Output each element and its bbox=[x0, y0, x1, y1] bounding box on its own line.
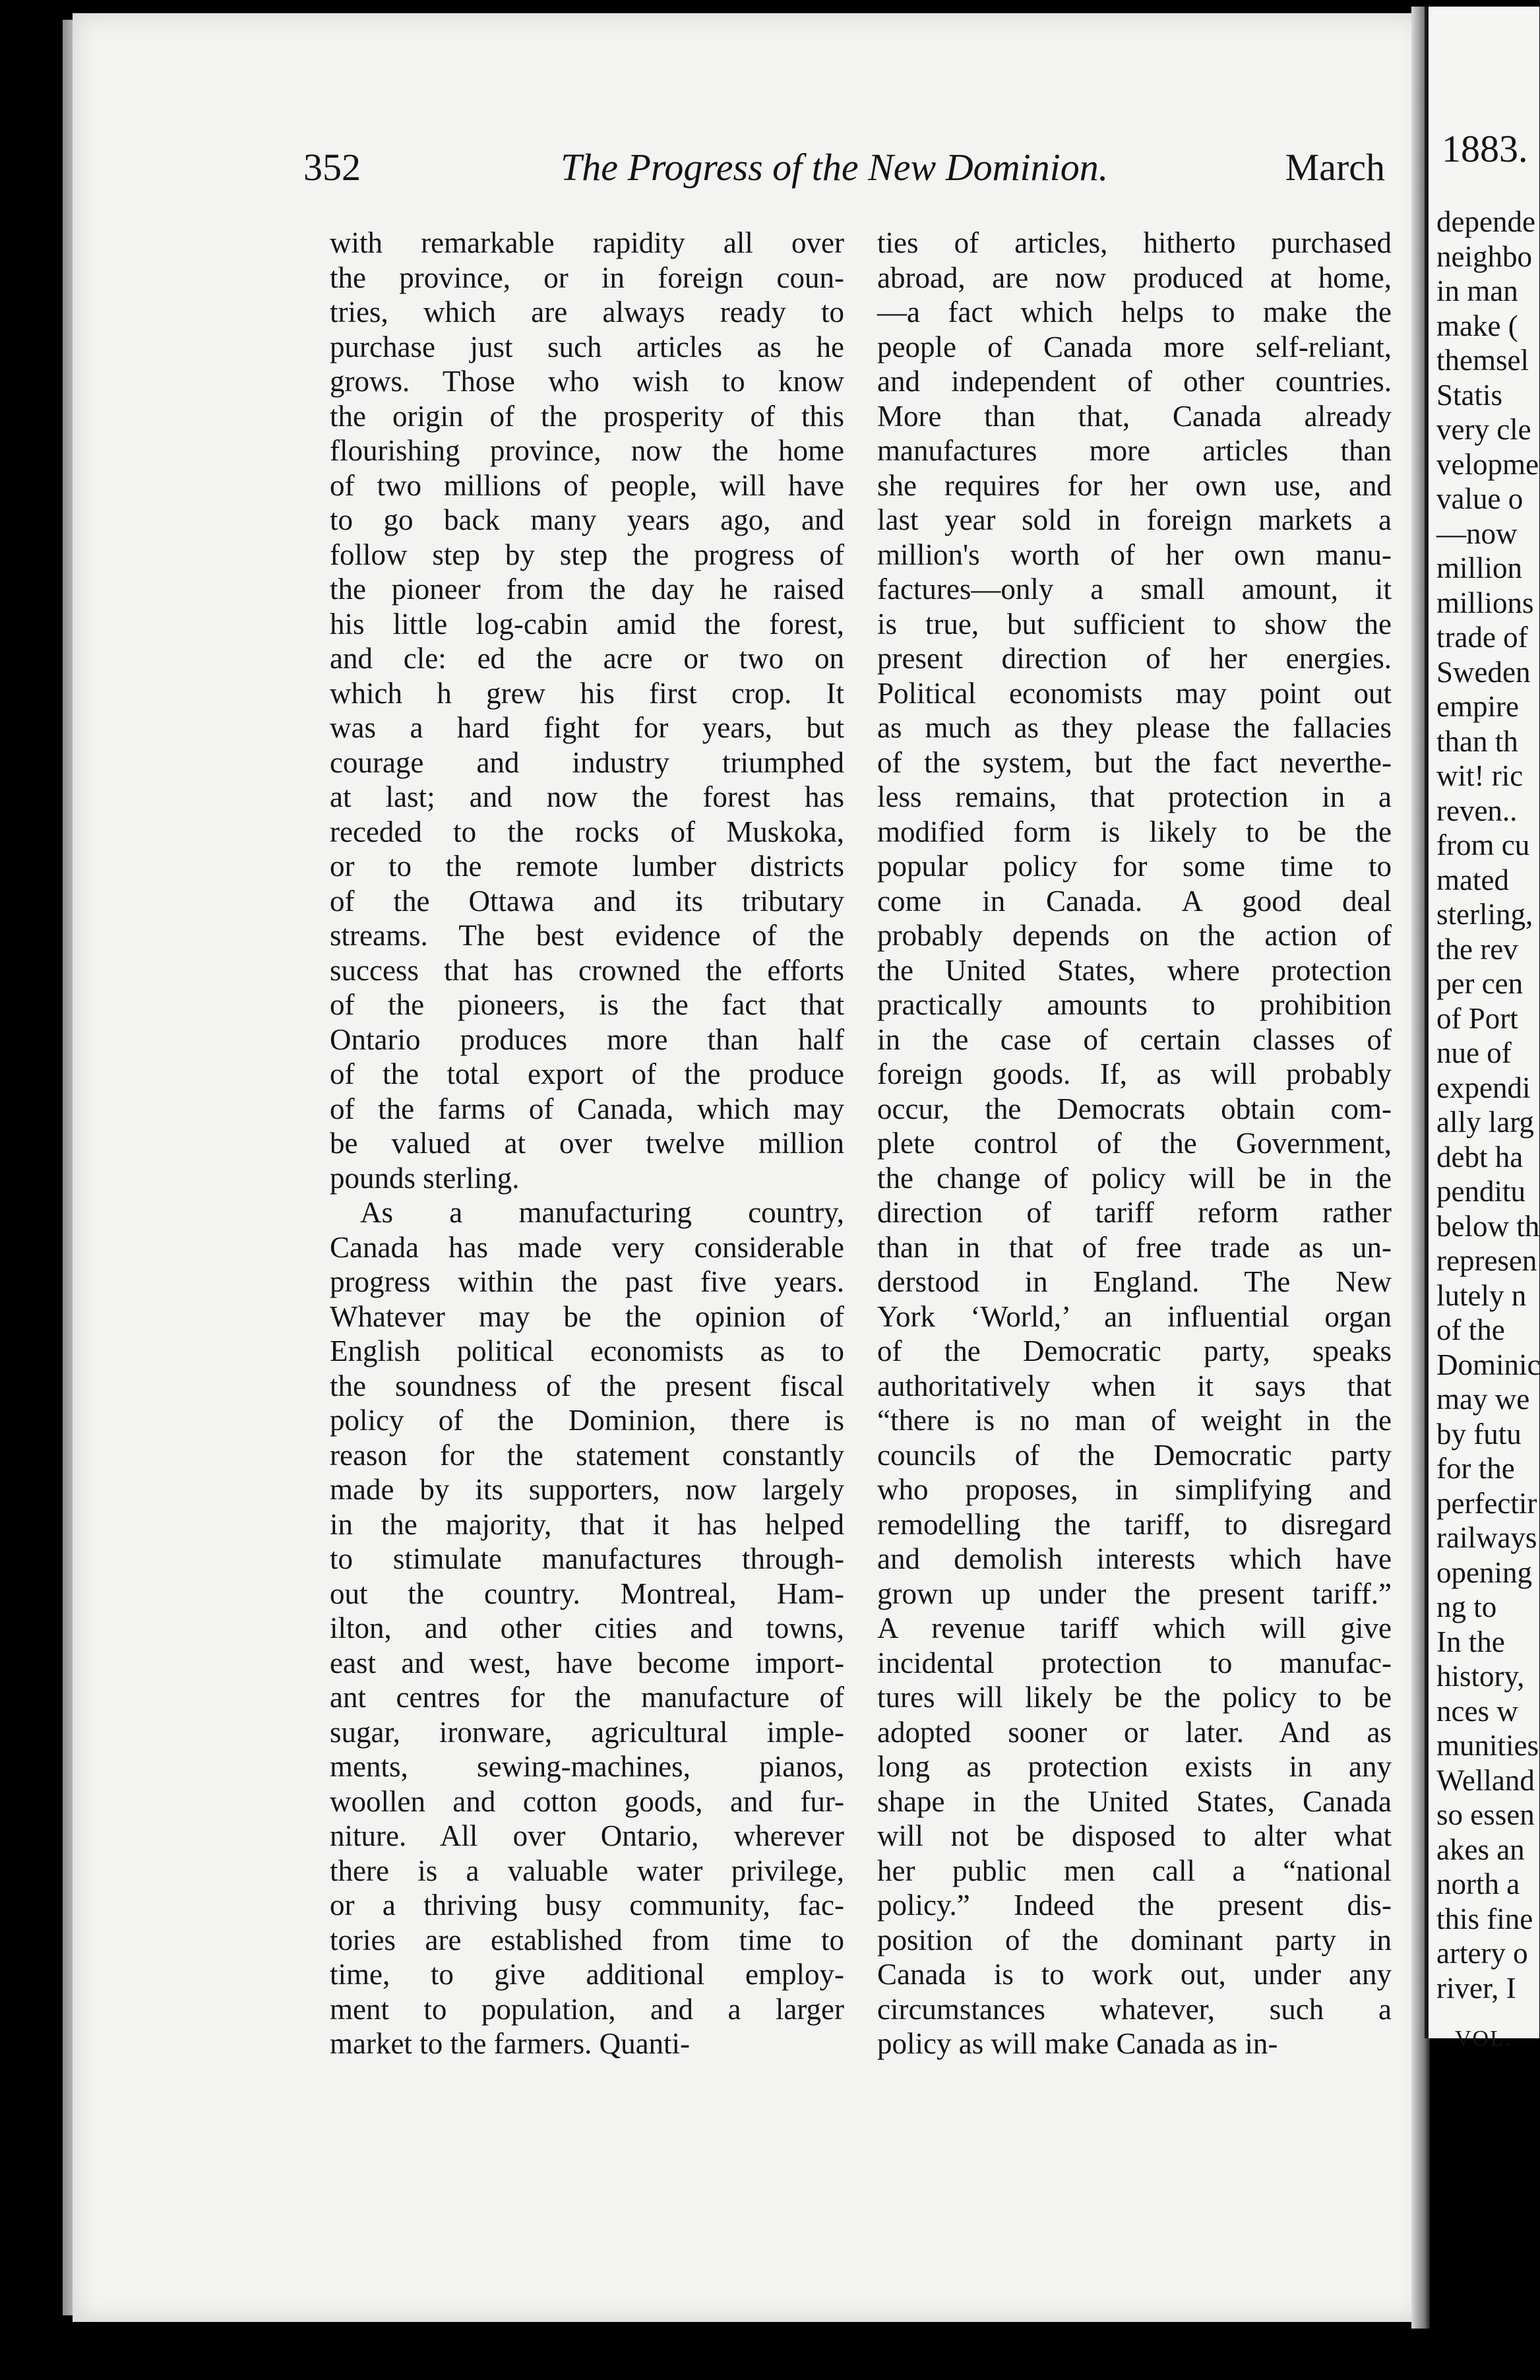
text-line: “there is no man of weight in the bbox=[877, 1404, 1392, 1437]
text-line: ant centres for the manufacture of bbox=[330, 1681, 844, 1714]
text-line: councils of the Democratic party bbox=[877, 1438, 1392, 1472]
facing-page-line: river, I bbox=[1436, 1971, 1516, 2005]
text-line: Political economists may point out bbox=[877, 676, 1392, 710]
text-line: woollen and cotton goods, and fur- bbox=[330, 1784, 844, 1818]
facing-page-line: this fine bbox=[1436, 1902, 1533, 1935]
text-line: policy as will make Canada as in- bbox=[877, 2027, 1278, 2060]
facing-page-line: themsel bbox=[1436, 344, 1529, 377]
facing-page-line: reven.. bbox=[1436, 794, 1518, 827]
text-line: More than that, Canada already bbox=[877, 399, 1392, 433]
facing-page-line: Welland bbox=[1436, 1763, 1535, 1797]
facing-page-line: In the bbox=[1436, 1625, 1505, 1658]
text-line: tures will likely be the policy to be bbox=[877, 1681, 1392, 1714]
facing-page-line: penditu bbox=[1436, 1175, 1525, 1208]
facing-page-line: expendi bbox=[1436, 1071, 1531, 1104]
text-line: receded to the rocks of Muskoka, bbox=[330, 815, 844, 848]
facing-page-line: trade of bbox=[1436, 621, 1528, 654]
facing-page-line: north a bbox=[1436, 1867, 1520, 1900]
text-line: at last; and now the forest has bbox=[330, 780, 844, 813]
facing-page-footer: VOL. bbox=[1455, 2026, 1512, 2051]
facing-page-line: nue of bbox=[1436, 1036, 1512, 1069]
text-line: as much as they please the fallacies bbox=[877, 711, 1392, 744]
text-line: and demolish interests which have bbox=[877, 1542, 1392, 1575]
text-line: remodelling the tariff, to disregard bbox=[877, 1507, 1392, 1541]
text-line: is true, but sufficient to show the bbox=[877, 607, 1392, 641]
text-line: policy of the Dominion, there is bbox=[330, 1404, 844, 1437]
text-line: authoritatively when it says that bbox=[877, 1369, 1392, 1402]
text-line: which h grew his first crop. It bbox=[330, 676, 844, 710]
text-line: and cle: ed the acre or two on bbox=[330, 642, 844, 675]
facing-page-line: the rev bbox=[1436, 932, 1518, 966]
text-line: purchase just such articles as he bbox=[330, 330, 844, 363]
running-title: The Progress of the New Dominion. bbox=[561, 146, 1109, 189]
text-line: incidental protection to manufac- bbox=[877, 1646, 1392, 1679]
text-line: ment to population, and a larger bbox=[330, 1992, 844, 2026]
text-line: modified form is likely to be the bbox=[877, 815, 1392, 848]
facing-page-line: value o bbox=[1436, 482, 1524, 515]
text-line: she requires for her own use, and bbox=[877, 468, 1392, 502]
text-line: direction of tariff reform rather bbox=[877, 1196, 1392, 1229]
facing-page-line: mated bbox=[1436, 863, 1509, 896]
facing-page-line: in man bbox=[1436, 274, 1518, 307]
text-line: adopted sooner or later. And as bbox=[877, 1715, 1392, 1749]
facing-page-line: neighbo bbox=[1436, 239, 1532, 273]
facing-page-fragment bbox=[1425, 7, 1540, 2051]
text-line: As a manufacturing country, bbox=[360, 1196, 844, 1229]
text-line: shape in the United States, Canada bbox=[877, 1784, 1392, 1818]
facing-page-line: by futu bbox=[1436, 1417, 1522, 1451]
text-line: manufactures more articles than bbox=[877, 434, 1392, 467]
text-line: ties of articles, hitherto purchased bbox=[877, 226, 1392, 259]
text-line: come in Canada. A good deal bbox=[877, 884, 1392, 918]
page-header bbox=[303, 145, 1398, 198]
facing-page-line: wit! ric bbox=[1436, 759, 1524, 792]
facing-page-line: debt ha bbox=[1436, 1140, 1524, 1174]
text-line: time, to give additional employ- bbox=[330, 1958, 844, 1991]
text-line: east and west, have become import- bbox=[330, 1646, 844, 1679]
text-line: follow step by step the progress of bbox=[330, 538, 844, 571]
text-line: million's worth of her own manu- bbox=[877, 538, 1392, 571]
text-line: to stimulate manufactures through- bbox=[330, 1542, 844, 1575]
facing-page-line: sterling, bbox=[1436, 898, 1533, 931]
text-line: of the total export of the produce bbox=[330, 1057, 844, 1090]
facing-page-line: akes an bbox=[1436, 1832, 1525, 1866]
text-line: of the Ottawa and its tributary bbox=[330, 884, 844, 918]
text-line: popular policy for some time to bbox=[877, 850, 1392, 883]
facing-page-line: may we bbox=[1436, 1383, 1530, 1416]
facing-page-line: velopme bbox=[1436, 447, 1539, 481]
facing-page-line: history, bbox=[1436, 1660, 1525, 1693]
text-line: plete control of the Government, bbox=[877, 1127, 1392, 1160]
text-line: Canada has made very considerable bbox=[330, 1230, 844, 1264]
text-line: niture. All over Ontario, wherever bbox=[330, 1819, 844, 1852]
text-line: foreign goods. If, as will probably bbox=[877, 1057, 1392, 1090]
text-line: will not be disposed to alter what bbox=[877, 1819, 1392, 1852]
text-line: streams. The best evidence of the bbox=[330, 919, 844, 952]
facing-page-line: per cen bbox=[1436, 967, 1524, 1000]
text-line: reason for the statement constantly bbox=[330, 1438, 844, 1472]
text-line: policy.” Indeed the present dis- bbox=[877, 1889, 1392, 1922]
text-line: be valued at over twelve million bbox=[330, 1127, 844, 1160]
facing-page-year: 1883. bbox=[1442, 127, 1528, 170]
text-line: probably depends on the action of bbox=[877, 919, 1392, 952]
text-line: in the case of certain classes of bbox=[877, 1022, 1392, 1056]
text-line: who proposes, in simplifying and bbox=[877, 1473, 1392, 1506]
text-line: her public men call a “national bbox=[877, 1854, 1392, 1887]
text-line: position of the dominant party in bbox=[877, 1923, 1392, 1957]
text-line: present direction of her energies. bbox=[877, 642, 1392, 675]
facing-page-line: munities bbox=[1436, 1729, 1539, 1762]
text-line: —a fact which helps to make the bbox=[877, 296, 1392, 329]
facing-page-line: ally larg bbox=[1436, 1106, 1534, 1139]
text-line: or to the remote lumber districts bbox=[330, 850, 844, 883]
facing-page-line: from cu bbox=[1436, 829, 1530, 861]
text-line: Ontario produces more than half bbox=[330, 1022, 844, 1056]
text-line: of the pioneers, is the fact that bbox=[330, 988, 844, 1021]
facing-page-line: Dominic bbox=[1436, 1348, 1540, 1381]
facing-page-line: Sweden bbox=[1436, 655, 1531, 689]
text-line: tories are established from time to bbox=[330, 1923, 844, 1957]
facing-page-line: lutely n bbox=[1436, 1278, 1527, 1312]
text-line: of the system, but the fact neverthe- bbox=[877, 745, 1392, 779]
facing-page-line: empire bbox=[1436, 690, 1519, 723]
text-line: than in that of free trade as un- bbox=[877, 1230, 1392, 1264]
text-line: tries, which are always ready to bbox=[330, 296, 844, 329]
text-line: less remains, that protection in a bbox=[877, 780, 1392, 813]
facing-page-line: —now bbox=[1436, 517, 1518, 550]
facing-page-line: ng to bbox=[1436, 1590, 1497, 1623]
text-line: out the country. Montreal, Ham- bbox=[330, 1577, 844, 1610]
text-line: the soundness of the present fiscal bbox=[330, 1369, 844, 1402]
facing-page-line: so essen bbox=[1436, 1798, 1535, 1831]
text-line: made by its supporters, now largely bbox=[330, 1473, 844, 1506]
text-line: the change of policy will be in the bbox=[877, 1161, 1392, 1195]
text-line: with remarkable rapidity all over bbox=[330, 226, 844, 259]
facing-page-line: railways bbox=[1436, 1521, 1537, 1554]
text-line: Whatever may be the opinion of bbox=[330, 1300, 844, 1333]
text-line: and independent of other countries. bbox=[877, 365, 1392, 398]
text-line: derstood in England. The New bbox=[877, 1265, 1392, 1298]
facing-page-line: of the bbox=[1436, 1313, 1505, 1346]
text-line: English political economists as to bbox=[330, 1334, 844, 1367]
text-line: of the farms of Canada, which may bbox=[330, 1092, 844, 1125]
header-month: March bbox=[1285, 146, 1385, 189]
text-line: success that has crowned the efforts bbox=[330, 953, 844, 987]
facing-page-line: make ( bbox=[1436, 309, 1518, 342]
text-line: circumstances whatever, such a bbox=[877, 1992, 1392, 2026]
text-line: the pioneer from the day he raised bbox=[330, 573, 844, 606]
facing-page-line: Statis bbox=[1436, 378, 1503, 412]
facing-page-line: below th bbox=[1436, 1209, 1540, 1243]
text-line: of the Democratic party, speaks bbox=[877, 1334, 1392, 1367]
facing-page-line: of Port bbox=[1436, 1001, 1518, 1035]
text-line: A revenue tariff which will give bbox=[877, 1612, 1392, 1644]
text-line: progress within the past five years. bbox=[330, 1265, 844, 1298]
facing-page-line: represen bbox=[1436, 1244, 1537, 1277]
text-line: his little log-cabin amid the forest, bbox=[330, 607, 844, 641]
facing-page-line: perfectir bbox=[1436, 1486, 1537, 1520]
text-line: last year sold in foreign markets a bbox=[877, 503, 1392, 536]
facing-page-line: nces w bbox=[1436, 1694, 1518, 1728]
text-line: Canada is to work out, under any bbox=[877, 1958, 1392, 1991]
right-text-column bbox=[877, 226, 1392, 2061]
facing-page-line: very cle bbox=[1436, 413, 1531, 446]
text-line: of two millions of people, will have bbox=[330, 468, 844, 502]
text-line: there is a valuable water privilege, bbox=[330, 1854, 844, 1887]
text-line: courage and industry triumphed bbox=[330, 745, 844, 779]
text-line: long as protection exists in any bbox=[877, 1750, 1392, 1783]
text-line: market to the farmers. Quanti- bbox=[330, 2027, 691, 2060]
text-line: in the majority, that it has helped bbox=[330, 1507, 844, 1541]
facing-page-line: depende bbox=[1436, 205, 1535, 238]
facing-page-text bbox=[1436, 204, 1540, 2005]
text-line: grown up under the present tariff.” bbox=[877, 1577, 1392, 1610]
facing-page-line: opening bbox=[1436, 1555, 1532, 1589]
text-line: pounds sterling. bbox=[330, 1161, 520, 1195]
text-line: the United States, where protection bbox=[877, 953, 1392, 987]
facing-page-line: million bbox=[1436, 551, 1523, 584]
left-text-column bbox=[330, 226, 844, 2061]
facing-page-line: millions bbox=[1436, 586, 1534, 619]
text-line: abroad, are now produced at home, bbox=[877, 261, 1392, 294]
text-line: sugar, ironware, agricultural imple- bbox=[330, 1715, 844, 1749]
text-line: or a thriving busy community, fac- bbox=[330, 1889, 844, 1922]
text-line: ilton, and other cities and towns, bbox=[330, 1612, 844, 1644]
facing-page-line: than th bbox=[1436, 724, 1518, 758]
text-line: flourishing province, now the home bbox=[330, 434, 844, 467]
page-number: 352 bbox=[303, 146, 361, 189]
text-line: grows. Those who wish to know bbox=[330, 365, 844, 398]
text-line: York ‘World,’ an influential organ bbox=[877, 1300, 1392, 1333]
text-line: practically amounts to prohibition bbox=[877, 988, 1392, 1021]
text-line: factures—only a small amount, it bbox=[877, 573, 1392, 606]
text-line: the province, or in foreign coun- bbox=[330, 261, 844, 294]
text-line: the origin of the prosperity of this bbox=[330, 399, 844, 433]
text-line: people of Canada more self-reliant, bbox=[877, 330, 1392, 363]
facing-page-line: artery o bbox=[1436, 1937, 1528, 1970]
text-line: ments, sewing-machines, pianos, bbox=[330, 1750, 844, 1783]
text-line: to go back many years ago, and bbox=[330, 503, 844, 536]
text-line: was a hard fight for years, but bbox=[330, 711, 844, 744]
facing-page-line: for the bbox=[1436, 1452, 1515, 1485]
text-line: occur, the Democrats obtain com- bbox=[877, 1092, 1392, 1125]
